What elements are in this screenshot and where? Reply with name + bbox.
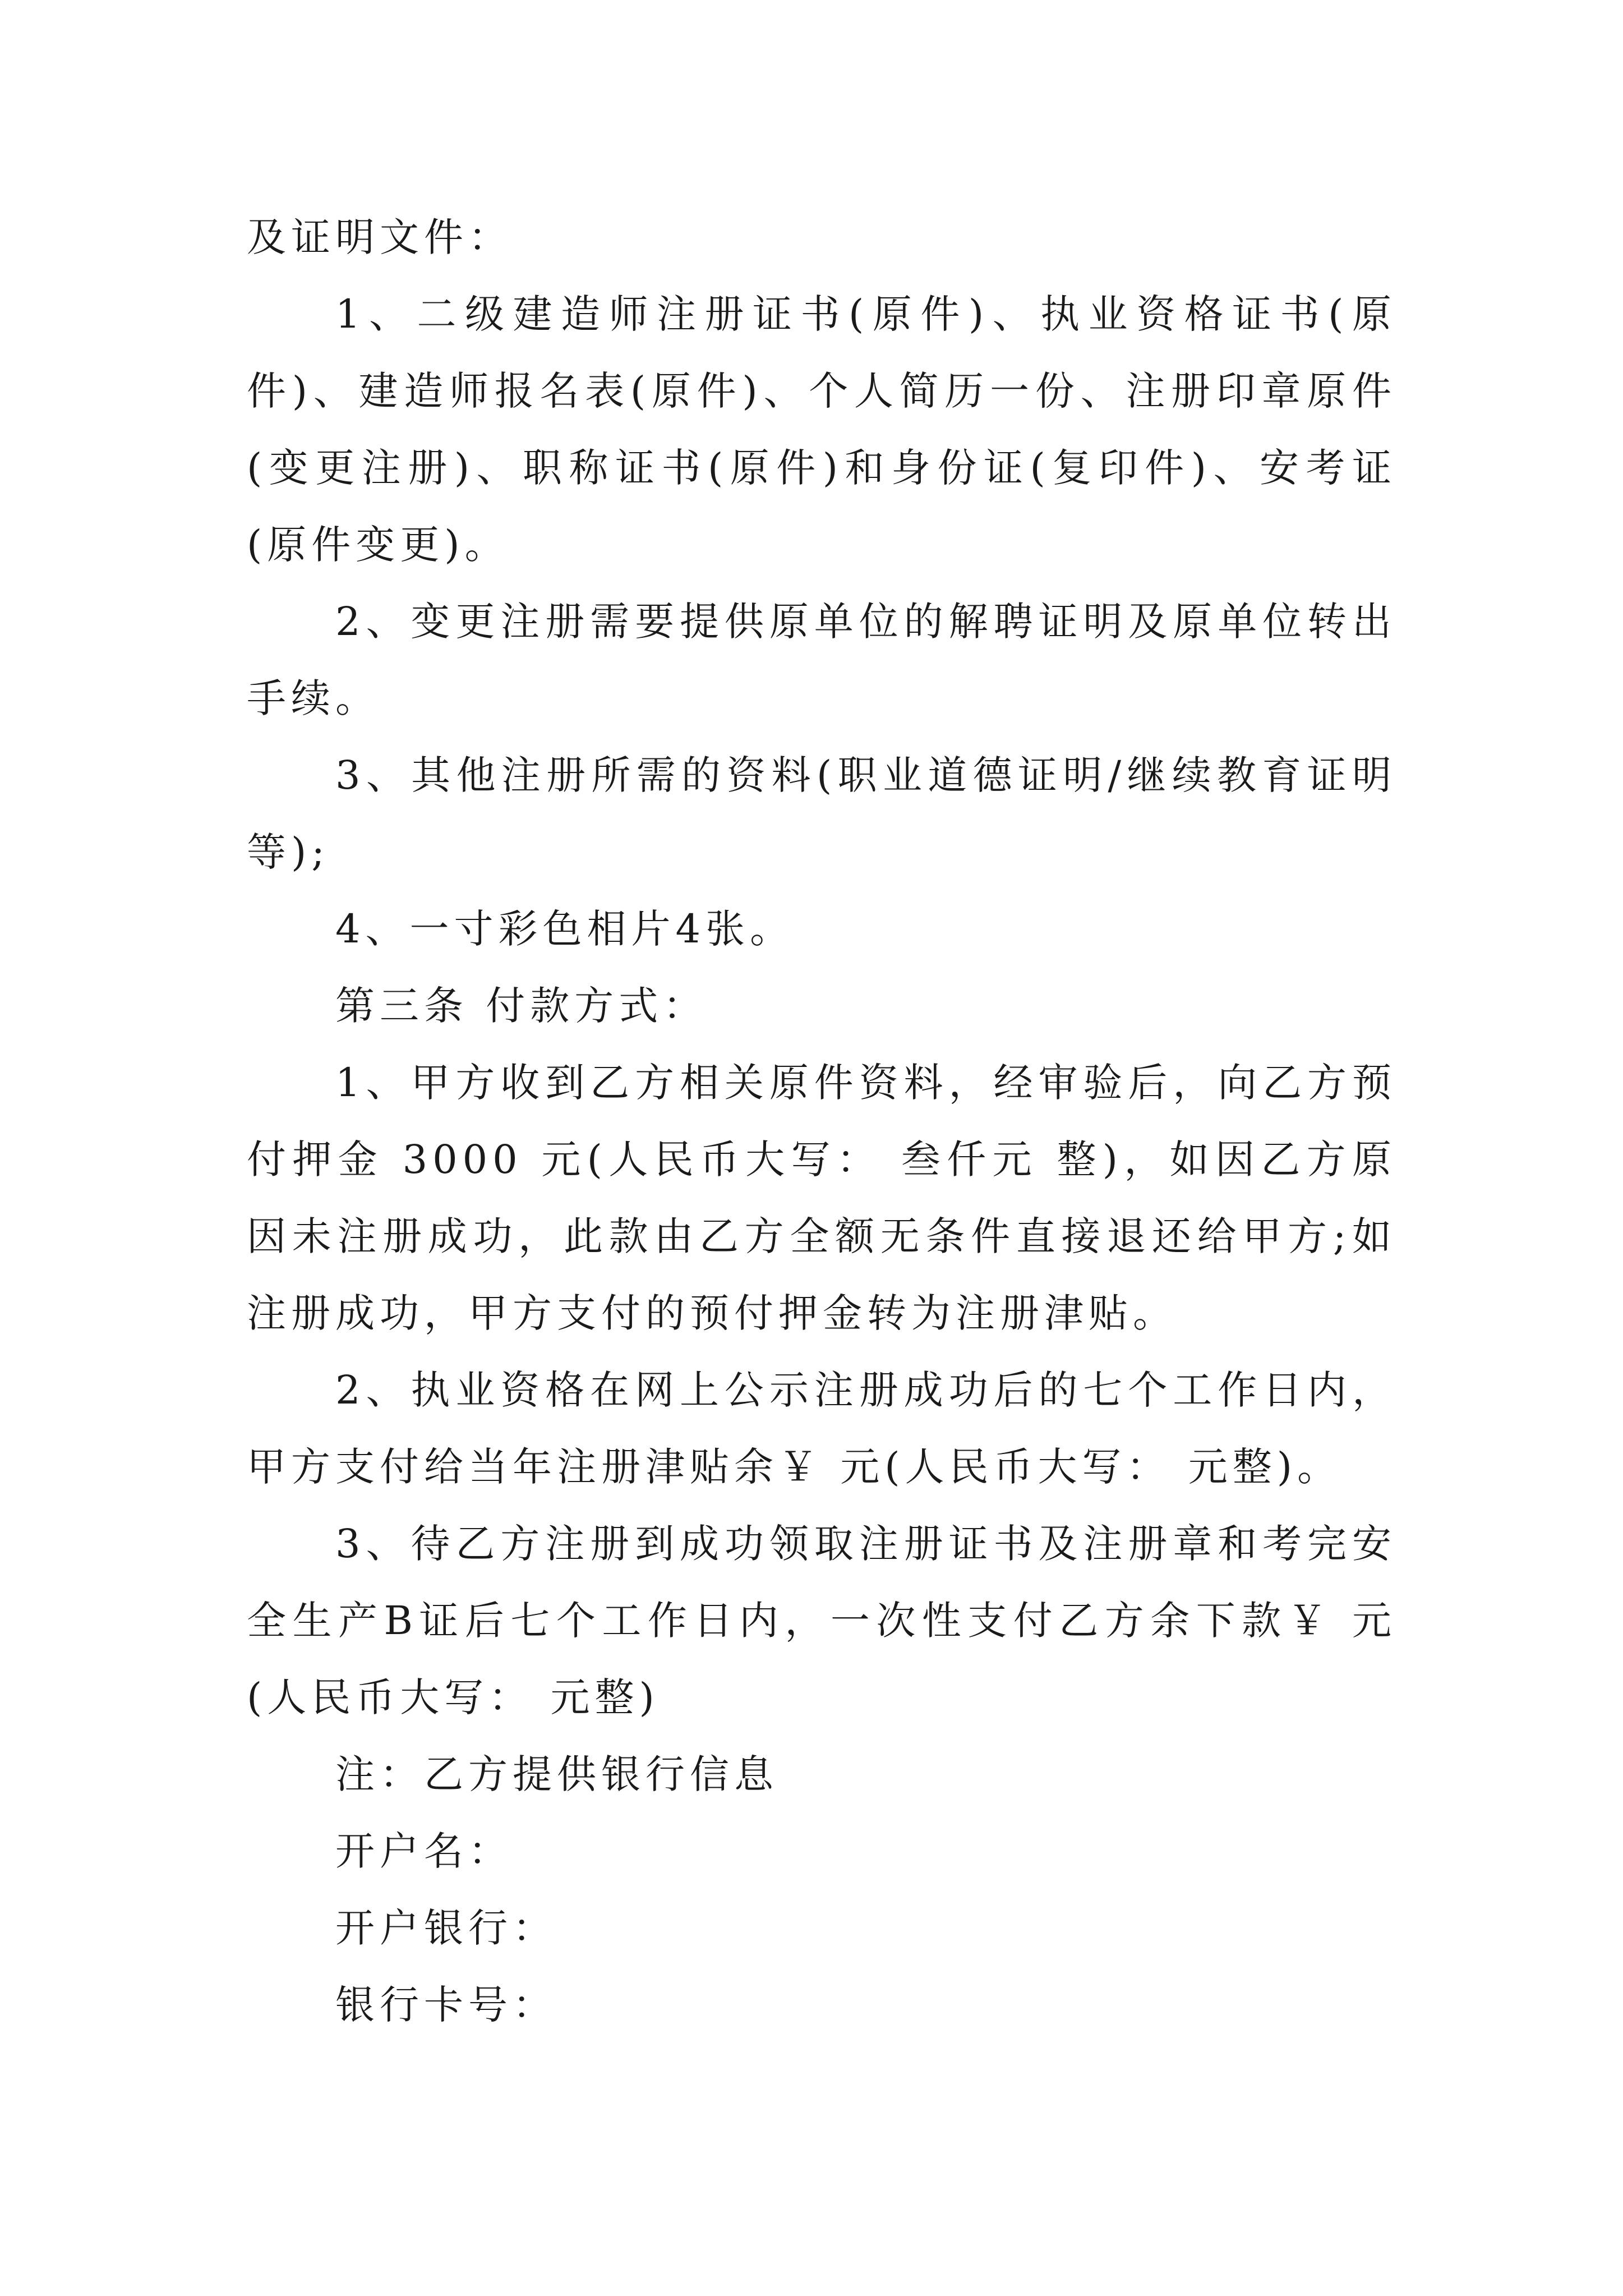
article-3-heading: 第三条 付款方式：	[335, 983, 708, 1029]
document-body	[247, 199, 1396, 2044]
paragraph-docs-item-2: 2、变更注册需要提供原单位的解聘证明及原单位转出手续。	[247, 599, 1396, 721]
paragraph-docs-item-3: 3、其他注册所需的资料(职业道德证明/继续教育证明等);	[247, 752, 1396, 875]
paragraph-payment-2: 2、执业资格在网上公示注册成功后的七个工作日内，甲方支付给当年注册津贴余￥ 元(人民币大写： 元整)。	[247, 1367, 1396, 1490]
paragraph-docs-intro: 及证明文件：	[247, 214, 513, 260]
paragraph-payment-1: 1、甲方收到乙方相关原件资料，经审验后，向乙方预付押金 3000 元(人民币大写： 叁仟元 整)，如因乙方原因未注册成功，此款由乙方全额无条件直接退还给甲方;如注册成功，甲方支付的预付押金转为注册津贴。	[247, 1060, 1396, 1336]
paragraph-payment-3: 3、待乙方注册到成功领取注册证书及注册章和考完安全生产B证后七个工作日内，一次性支付乙方余下款￥ 元(人民币大写： 元整)	[247, 1521, 1396, 1720]
field-bank-name: 开户银行：	[335, 1905, 557, 1951]
paragraph-bank-note: 注：乙方提供银行信息	[335, 1751, 778, 1797]
field-card-number: 银行卡号：	[335, 1982, 557, 2028]
paragraph-docs-item-1: 1、二级建造师注册证书(原件)、执业资格证书(原件)、建造师报名表(原件)、个人简历一份、注册印章原件(变更注册)、职称证书(原件)和身份证(复印件)、安考证(原件变更)。	[247, 291, 1396, 568]
field-account-name: 开户名：	[335, 1828, 513, 1874]
paragraph-docs-item-4: 4、一寸彩色相片4张。	[335, 906, 795, 952]
